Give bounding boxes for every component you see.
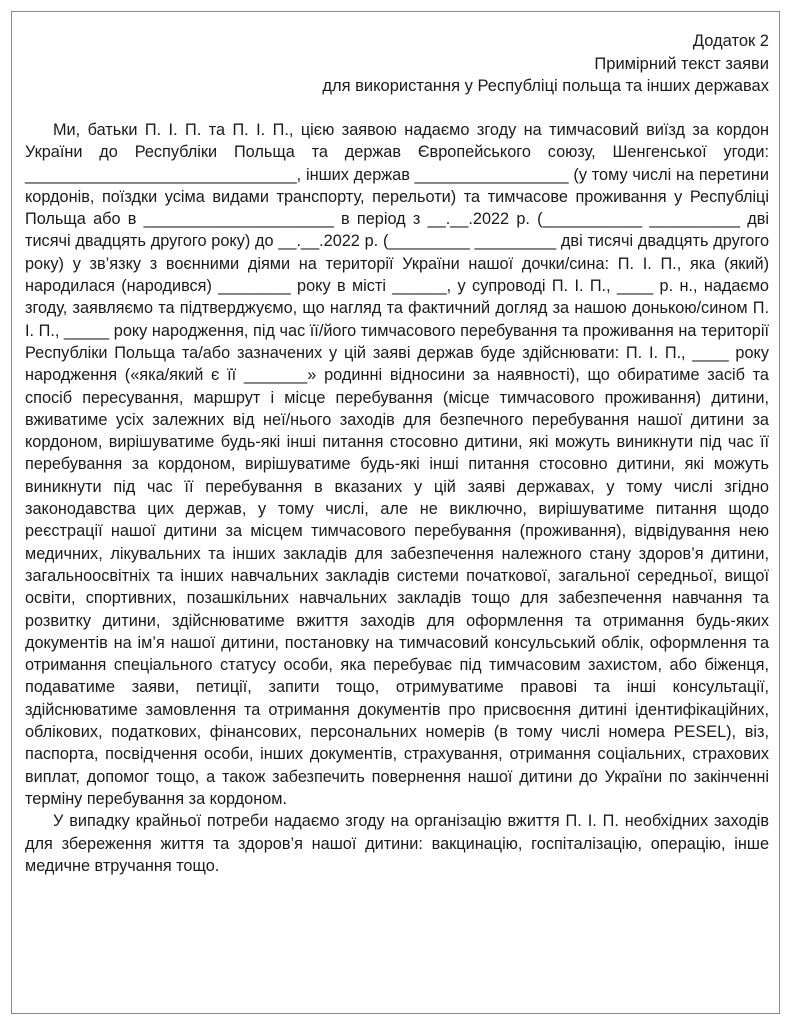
- consent-paragraph: Ми, батьки П. І. П. та П. І. П., цією заявою надаємо згоду на тимчасовий виїзд за кордон України до Республіки Польща та держав Європейського союзу, Шенгенської угоди: ______________________________, інших держав _________________ (у тому числі на перетини кордонів, поїздки усіма видами транспорту, перельоти) та тимчасове проживання у Республіці Польща або в _____________________ в період з __.__.2022 р. (___________ __________ дві тисячі двадцять другого року) до __.__.2022 р. (_________ _________ дві тисячі двадцять другого року) у зв’язку з воєнними діями на території України нашої дочки/сина: П. І. П., яка (який) народилася (народився) ________ року в місті ______, у супроводі П. І. П., ____ р. н., надаємо згоду, заявляємо та підтверджуємо, що нагляд та фактичний догляд за нашою донькою/сином П. І. П., _____ року народження, під час її/його тимчасового перебування та проживання на території Республіки Польща та/або зазначених у цій заяві держав буде здійснювати: П. І. П., ____ року народження («яка/який є її _______» родинні відносини за наявності), що обиратиме засіб та спосіб пересування, маршрут і місце перебування (місце тимчасового проживання) дитини, вживатиме усіх залежних від неї/нього заходів для безпечного перебування нашої дитини за кордоном, вирішуватиме будь-які інші питання стосовно дитини, які можуть виникнути під час її перебування за кордоном, вирішуватиме будь-які інші питання стосовно дитини, які можуть виникнути під час її перебування в вказаних у цій заяві державах, у тому числі згідно законодавства цих держав, у тому числі, але не виключно, вирішуватиме питання щодо реєстрації нашої дитини за місцем тимчасового перебування (проживання), відвідування нею медичних, лікувальних та інших закладів для забезпечення належного стану здоров’я дитини, загальноосвітніх та інших навчальних закладів системи початкової, загальної середньої, вищої освіти, спортивних, позашкільних навчальних закладів тощо для забезпечення навчання та розвитку дитини, здійснюватиме вжиття заходів для оформлення та отримання будь-яких документів на ім’я нашої дитини, постановку на тимчасовий консульський облік, оформлення та отримання спеціального статусу особи, яка перебуває під тимчасовим захистом, або біженця, подаватиме заяви, петиції, запити тощо, отримуватиме правові та інші консультації, здійснюватиме замовлення та отримання документів про присвоєння дитині ідентифікаційних, облікових, податкових, фінансових, персональних номерів (в тому числі номера PESEL), віз, паспорта, посвідчення особи, інших документів, страхування, отримання соціальних, страхових виплат, допомог тощо, а також забезпечить повернення нашої дитини до України по закінченні терміну перебування за кордоном.: [25, 121, 769, 808]
- statement-body: [25, 119, 769, 877]
- document-type: Примірний текст заяви: [594, 54, 769, 73]
- medical-consent-paragraph: У випадку крайньої потреби надаємо згоду на організацію вжиття П. І. П. необхідних заходів для збереження життя та здоров’я нашої дитини: вакцинацію, госпіталізацію, операцію, інше медичне втручання тощо.: [25, 812, 769, 875]
- document-purpose: для використання у Республіці польща та інших державах: [322, 77, 769, 95]
- document-header: [322, 30, 769, 98]
- appendix-label: Додаток 2: [692, 32, 769, 50]
